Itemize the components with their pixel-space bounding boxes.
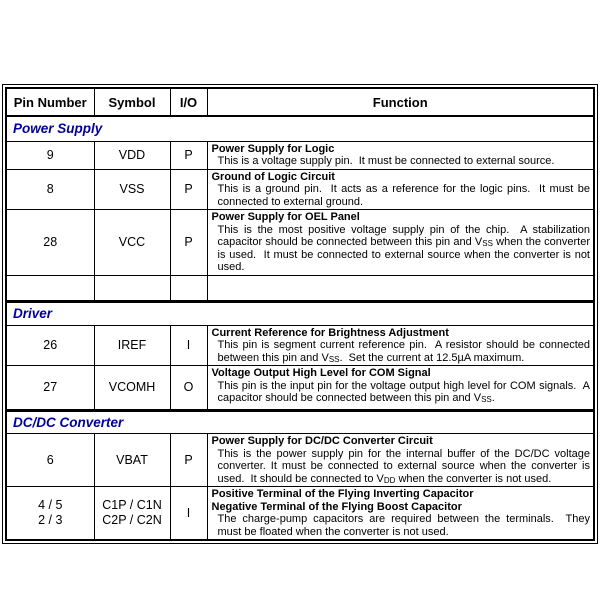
pin-row xyxy=(6,169,594,210)
pin-number-cell: 6 xyxy=(6,434,94,487)
function-description: This is a ground pin. It acts as a reference for the logic pins. It must be connected to external ground. xyxy=(217,183,590,208)
column-header-pin-number: Pin Number xyxy=(6,88,94,116)
io-cell: I xyxy=(170,487,207,541)
function-title: Positive Terminal of the Flying Inverting Capacitor xyxy=(211,488,474,500)
section-row xyxy=(6,116,594,141)
function-cell xyxy=(207,434,594,487)
table-header-row xyxy=(6,88,594,116)
pin-number-cell xyxy=(6,275,94,301)
pin-row xyxy=(6,487,594,541)
function-cell xyxy=(207,275,594,301)
symbol-cell: IREF xyxy=(94,325,170,366)
io-cell: P xyxy=(170,169,207,210)
section-label: DC/DC Converter xyxy=(6,411,594,434)
section-row xyxy=(6,301,594,325)
io-cell: I xyxy=(170,325,207,366)
function-cell xyxy=(207,210,594,276)
pin-function-table xyxy=(5,87,595,541)
function-description: This is the power supply pin for the internal buffer of the DC/DC voltage converter. It must be connected to external source when the converter is used. It should be connected to $V_{DD}$ when the converter is not used. xyxy=(217,447,590,485)
function-title: Ground of Logic Circuit xyxy=(211,170,335,183)
symbol-cell: VDD xyxy=(94,141,170,169)
pin-table-body xyxy=(6,116,594,540)
function-cell xyxy=(207,366,594,411)
function-cell xyxy=(207,487,594,541)
column-header-function: Function xyxy=(207,88,594,116)
function-title: Power Supply for DC/DC Converter Circuit xyxy=(211,435,433,447)
pin-number-cell: 27 xyxy=(6,366,94,411)
section-row xyxy=(6,411,594,434)
function-description: This pin is segment current reference pin. A resistor should be connected between this pin and $V_{SS}$. Set the current at 12.5µA maximum. xyxy=(217,339,590,364)
column-header-symbol: Symbol xyxy=(94,88,170,116)
function-cell xyxy=(207,141,594,169)
pin-row xyxy=(6,141,594,169)
io-cell: P xyxy=(170,434,207,487)
io-cell: P xyxy=(170,141,207,169)
pin-number-cell: 8 xyxy=(6,169,94,210)
symbol-cell: VCC xyxy=(94,210,170,276)
function-description: This is a voltage supply pin. It must be connected to external source. xyxy=(217,155,555,167)
pin-row xyxy=(6,210,594,276)
symbol-cell: VBAT xyxy=(94,434,170,487)
symbol-cell: C1P / C1N C2P / C2N xyxy=(94,487,170,541)
section-label: Power Supply xyxy=(6,116,594,141)
io-cell xyxy=(170,275,207,301)
function-cell xyxy=(207,169,594,210)
symbol-cell xyxy=(94,275,170,301)
function-description: This pin is the input pin for the voltage output high level for COM signals. A capacitor should be connected between this pin and $V_{SS}$. xyxy=(217,379,590,404)
pin-number-cell: 9 xyxy=(6,141,94,169)
pin-row xyxy=(6,366,594,411)
symbol-cell: VSS xyxy=(94,169,170,210)
function-cell xyxy=(207,325,594,366)
pin-row xyxy=(6,434,594,487)
function-title: Power Supply for OEL Panel xyxy=(211,211,360,223)
function-description: The charge-pump capacitors are required between the terminals. They must be floated when the converter is not used. xyxy=(217,513,590,538)
spacer-row xyxy=(6,275,594,301)
section-label: Driver xyxy=(6,301,594,325)
column-header-io: I/O xyxy=(170,88,207,116)
pin-number-cell: 26 xyxy=(6,325,94,366)
function-title: Negative Terminal of the Flying Boost Capacitor xyxy=(211,500,462,513)
pin-function-table-frame xyxy=(2,84,598,544)
io-cell: O xyxy=(170,366,207,411)
function-description: This is the most positive voltage supply pin of the chip. A stabilization capacitor should be connected between this pin and $V_{SS}$ when the converter is used. It must be connected to external source when the converter is not used. xyxy=(217,223,590,273)
pin-number-cell: 28 xyxy=(6,210,94,276)
pin-row xyxy=(6,325,594,366)
function-title: Current Reference for Brightness Adjustment xyxy=(211,326,449,339)
function-title: Voltage Output High Level for COM Signal xyxy=(211,367,431,379)
io-cell: P xyxy=(170,210,207,276)
symbol-cell: VCOMH xyxy=(94,366,170,411)
pin-number-cell: 4 / 5 2 / 3 xyxy=(6,487,94,541)
function-title: Power Supply for Logic xyxy=(211,142,335,155)
